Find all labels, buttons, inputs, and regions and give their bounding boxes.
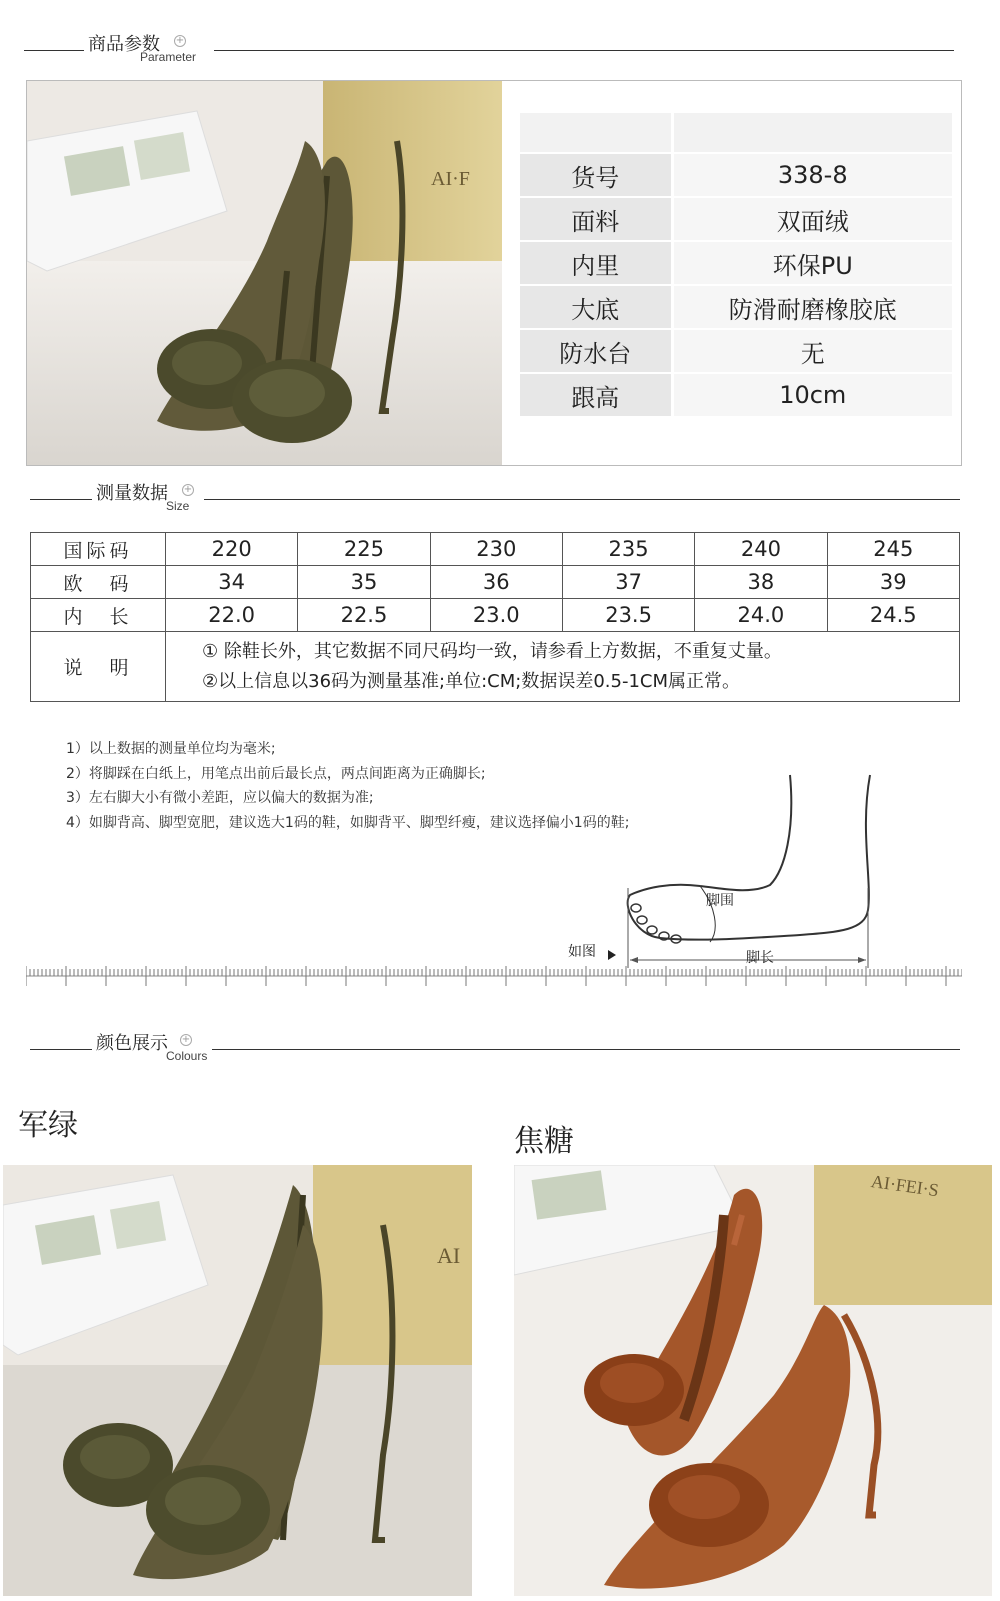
instruction-line: 2）将脚踩在白纸上，用笔点出前后最长点，两点间距离为正确脚长;	[66, 765, 486, 782]
measure-instructions	[66, 737, 629, 835]
param-label: 防水台	[520, 329, 672, 373]
size-cell: 37	[562, 566, 694, 599]
size-cell: 22.5	[298, 599, 430, 632]
table-row	[31, 599, 960, 632]
row-header: 国际码	[31, 533, 166, 566]
diagram-length-label: 脚长	[746, 950, 774, 966]
plus-icon: +	[175, 35, 185, 46]
header-line-right	[204, 499, 960, 500]
table-row	[520, 285, 952, 329]
size-table	[30, 532, 960, 702]
header-line-right	[214, 50, 954, 51]
svg-text:AI·FEI·S: AI·FEI·S	[869, 1171, 940, 1201]
size-cell: 23.0	[430, 599, 562, 632]
size-cell: 230	[430, 533, 562, 566]
notes-cell	[166, 632, 960, 702]
size-cell: 225	[298, 533, 430, 566]
instruction-line: 1）以上数据的测量单位均为毫米;	[66, 741, 276, 757]
box-brand-text: AI·F	[431, 168, 470, 190]
note-line: ②以上信息以36码为测量基准;单位:CM;数据误差0.5-1CM属正常。	[202, 670, 741, 692]
size-cell: 245	[827, 533, 959, 566]
size-cell: 24.0	[695, 599, 827, 632]
param-value: 无	[672, 329, 952, 373]
size-cell: 220	[166, 533, 298, 566]
color-name-green: 军绿	[18, 1108, 78, 1143]
section-subtitle: Size	[166, 499, 190, 513]
section-title: 颜色展示	[96, 1033, 168, 1054]
foot-measure-diagram	[560, 770, 900, 970]
row-header: 内 长	[31, 599, 166, 632]
section-header-colours	[0, 1027, 1000, 1067]
section-subtitle: Colours	[166, 1049, 208, 1063]
param-label: 跟高	[520, 373, 672, 417]
ruler	[26, 966, 962, 988]
size-cell: 39	[827, 566, 959, 599]
size-cell: 22.0	[166, 599, 298, 632]
param-value: 双面绒	[672, 197, 952, 241]
header-line-left	[30, 499, 92, 500]
color-photo-caramel	[514, 1165, 992, 1596]
param-value: 环保PU	[672, 241, 952, 285]
instruction-line: 3）左右脚大小有微小差距，应以偏大的数据为准;	[66, 790, 374, 806]
size-cell: 35	[298, 566, 430, 599]
param-label: 大底	[520, 285, 672, 329]
size-cell: 240	[695, 533, 827, 566]
table-row	[520, 241, 952, 285]
size-cell: 34	[166, 566, 298, 599]
table-row	[520, 329, 952, 373]
table-row	[520, 197, 952, 241]
plus-icon: +	[181, 1034, 191, 1045]
param-value: 338-8	[672, 153, 952, 197]
row-header: 说 明	[31, 632, 166, 702]
product-photo	[27, 81, 502, 465]
instruction-line: 4）如脚背高、脚型宽肥，建议选大1码的鞋，如脚背平、脚型纤瘦，建议选择偏小1码的鞋;	[66, 814, 630, 831]
header-line-left	[30, 1049, 92, 1050]
row-header: 欧 码	[31, 566, 166, 599]
param-label: 内里	[520, 241, 672, 285]
size-cell: 36	[430, 566, 562, 599]
table-row	[31, 566, 960, 599]
table-row-blank	[520, 113, 952, 153]
parameter-panel	[26, 80, 962, 466]
table-row	[520, 373, 952, 417]
color-name-caramel: 焦糖	[514, 1124, 574, 1159]
diagram-girth-label: 脚围	[706, 893, 734, 909]
table-row-notes	[31, 632, 960, 702]
size-cell: 23.5	[562, 599, 694, 632]
svg-text:AI: AI	[437, 1243, 461, 1268]
header-line-right	[212, 1049, 960, 1050]
table-row	[31, 533, 960, 566]
section-header-parameter	[0, 28, 1000, 68]
table-row	[520, 153, 952, 197]
header-line-left	[24, 50, 84, 51]
parameter-table	[520, 113, 952, 418]
section-title: 测量数据	[96, 483, 168, 504]
section-title: 商品参数	[88, 34, 160, 55]
param-value: 防滑耐磨橡胶底	[672, 285, 952, 329]
section-header-size	[0, 477, 1000, 517]
section-subtitle: Parameter	[140, 50, 197, 64]
size-cell: 24.5	[827, 599, 959, 632]
color-photo-green	[3, 1165, 472, 1596]
param-label: 货号	[520, 153, 672, 197]
param-value: 10cm	[672, 373, 952, 417]
plus-icon: +	[183, 484, 193, 495]
param-label: 面料	[520, 197, 672, 241]
size-cell: 38	[695, 566, 827, 599]
pointer-arrow-icon	[608, 950, 616, 960]
diagram-pointer-label: 如图	[568, 944, 596, 960]
size-cell: 235	[562, 533, 694, 566]
note-line: ① 除鞋长外，其它数据不同尺码均一致，请参看上方数据，不重复丈量。	[202, 640, 782, 662]
